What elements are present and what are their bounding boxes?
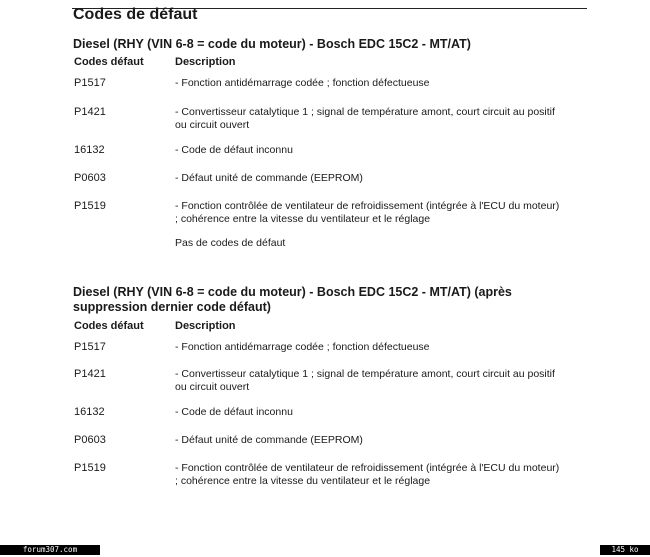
section-1-note: Pas de codes de défaut [175, 237, 286, 249]
table-row-code: P0603 [74, 434, 106, 446]
table-row-desc: - Code de défaut inconnu [175, 406, 293, 418]
table-row-code: P1421 [74, 106, 106, 118]
table-row-desc: - Défaut unité de commande (EEPROM) [175, 172, 363, 184]
footer-bar [0, 545, 650, 557]
table-row-code: P1519 [74, 200, 106, 212]
table-row-code: P1421 [74, 368, 106, 380]
table-row-code: 16132 [74, 406, 105, 418]
table-row-desc: - Défaut unité de commande (EEPROM) [175, 434, 363, 446]
table-row-desc: - Code de défaut inconnu [175, 144, 293, 156]
section-1-col-code: Codes défaut [74, 56, 144, 68]
table-row-desc: - Convertisseur catalytique 1 ; signal de température amont, court circuit au positif ou circuit ouvert [175, 368, 555, 393]
table-row-code: P1517 [74, 77, 106, 89]
table-row-code: P1517 [74, 341, 106, 353]
footer-site-label[interactable]: forum307.com [0, 545, 100, 555]
table-row-desc: - Convertisseur catalytique 1 ; signal de température amont, court circuit au positif ou circuit ouvert [175, 106, 555, 131]
section-2-col-desc: Description [175, 320, 236, 332]
footer-size-label: 145 ko [600, 545, 650, 555]
page-title: Codes de défaut [73, 6, 198, 23]
table-row-desc: - Fonction contrôlée de ventilateur de refroidissement (intégrée à l'ECU du moteur) ; cohérence entre la vitesse du ventilateur et le réglage [175, 462, 560, 487]
table-row-desc: - Fonction contrôlée de ventilateur de refroidissement (intégrée à l'ECU du moteur) ; cohérence entre la vitesse du ventilateur et le réglage [175, 200, 560, 225]
table-row-code: P1519 [74, 462, 106, 474]
table-row-desc: - Fonction antidémarrage codée ; fonction défectueuse [175, 77, 430, 89]
section-2-heading: Diesel (RHY (VIN 6-8 = code du moteur) - Bosch EDC 15C2 - MT/AT) (après suppression dernier code défaut) [73, 285, 512, 314]
table-row-code: 16132 [74, 144, 105, 156]
table-row-code: P0603 [74, 172, 106, 184]
table-row-desc: - Fonction antidémarrage codée ; fonction défectueuse [175, 341, 430, 353]
section-2-col-code: Codes défaut [74, 320, 144, 332]
section-1-heading: Diesel (RHY (VIN 6-8 = code du moteur) - Bosch EDC 15C2 - MT/AT) [73, 37, 471, 51]
section-1-col-desc: Description [175, 56, 236, 68]
